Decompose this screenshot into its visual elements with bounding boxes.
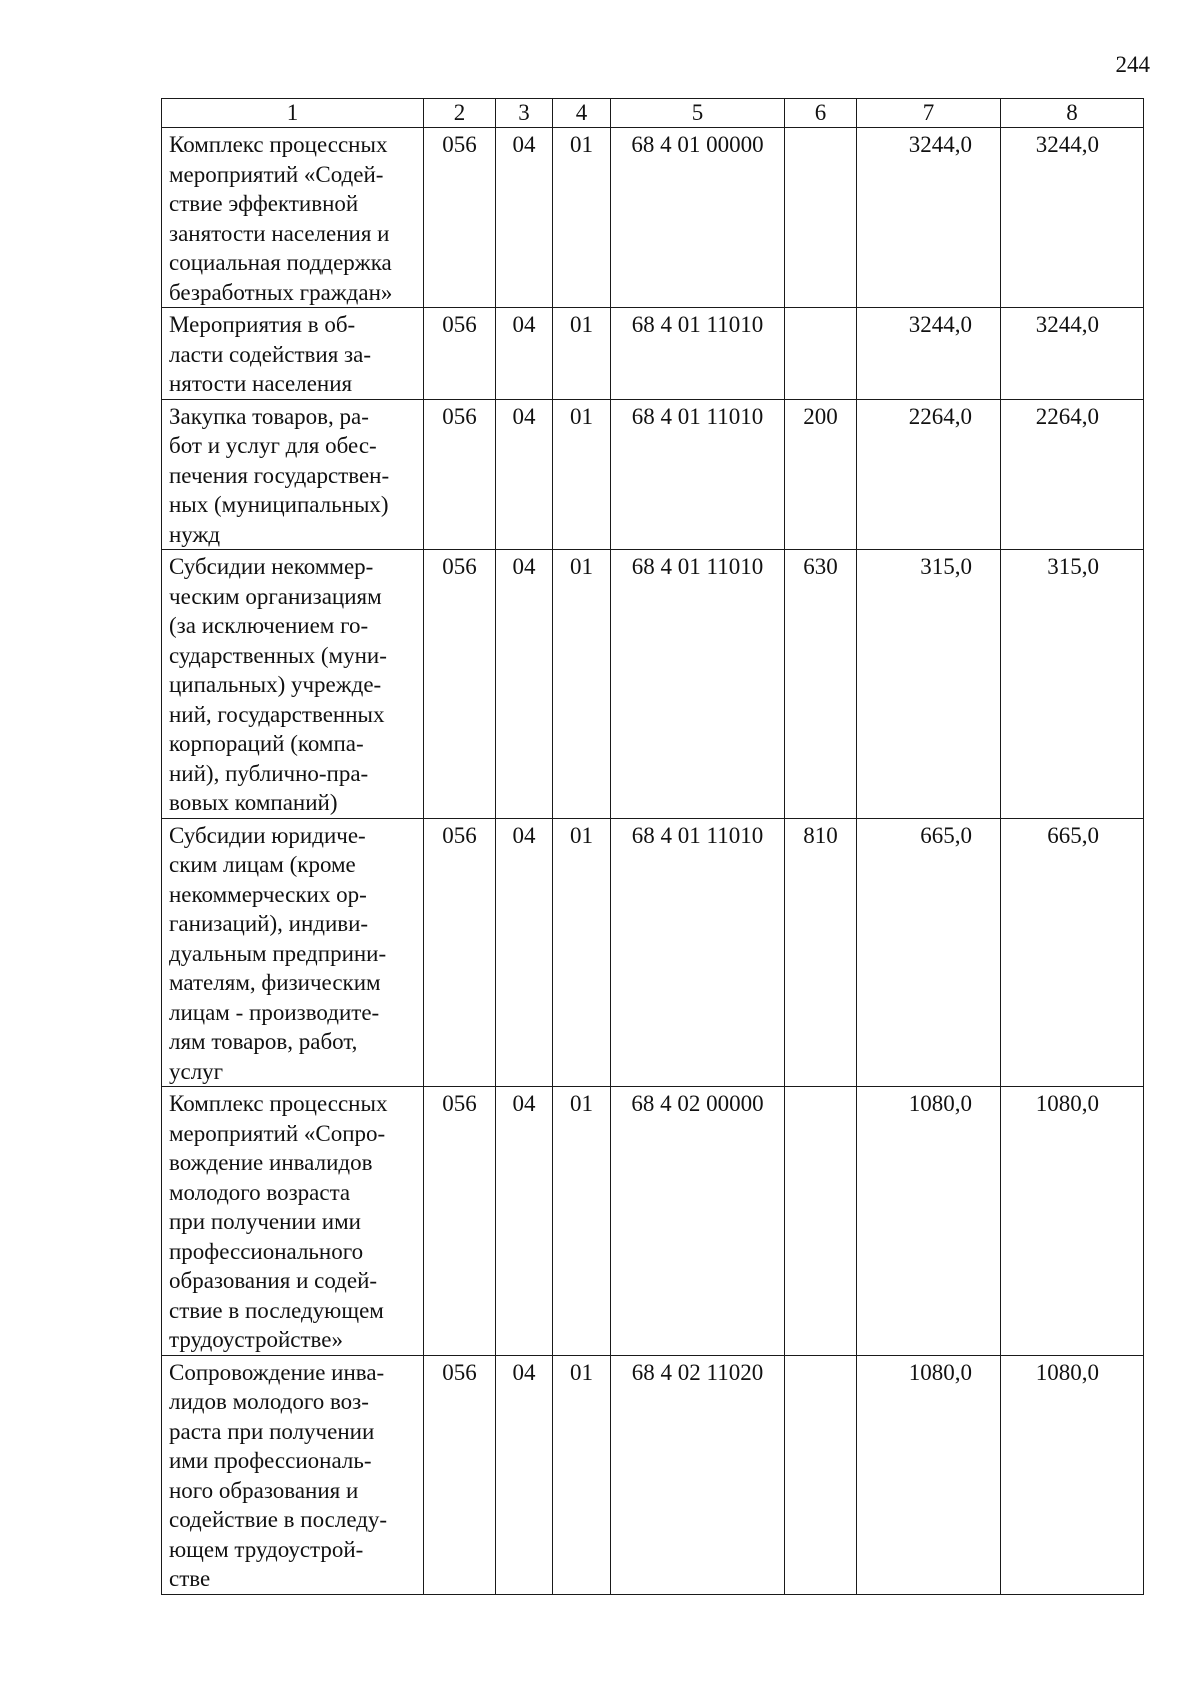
section-code-cell: 04: [496, 1087, 553, 1356]
row-name-line: ного образования и: [169, 1477, 359, 1503]
row-name-line: дуальным предприни-: [169, 940, 387, 966]
expense-type-cell: 810: [785, 818, 857, 1087]
row-name-line: лидов молодого воз-: [169, 1389, 369, 1414]
target-article-cell: 68 4 02 11020: [611, 1355, 785, 1594]
section-code-cell: 04: [496, 818, 553, 1087]
row-name-line: социальная поддержка: [169, 250, 392, 275]
table-row: [162, 128, 1144, 308]
row-name-line: безработных граждан»: [169, 279, 393, 305]
page-number: 244: [1115, 52, 1150, 77]
row-name-line: вождение инвалидов: [169, 1150, 373, 1175]
row-name-line: ласти содействия за-: [169, 341, 371, 367]
row-name-cell: [162, 818, 424, 1087]
row-name-line: ческим организациям: [169, 583, 382, 609]
row-name-line: Сопровождение инва-: [169, 1359, 385, 1385]
section-code-cell: 04: [496, 128, 553, 308]
row-name-line: ствие в последующем: [169, 1297, 384, 1323]
ministry-code-cell: 056: [424, 308, 496, 400]
subsection-code-cell: 01: [553, 1355, 611, 1594]
section-code-cell: 04: [496, 399, 553, 550]
row-name-line: профессионального: [169, 1238, 364, 1264]
expense-type-cell: 200: [785, 399, 857, 550]
amount-cell: 315,0: [857, 550, 1001, 819]
row-name-line: мероприятий «Сопро-: [169, 1120, 386, 1146]
table-row: [162, 1087, 1144, 1356]
subsection-code-cell: 01: [553, 818, 611, 1087]
table-body: [162, 128, 1144, 1595]
row-name-line: ским лицам (кроме: [169, 852, 356, 877]
row-name-line: при получении ими: [169, 1209, 361, 1234]
table-row: [162, 399, 1144, 550]
row-name-line: Субсидии некоммер-: [169, 554, 374, 579]
row-name-line: Закупка товаров, ра-: [169, 403, 369, 429]
row-name-cell: [162, 1087, 424, 1356]
expense-type-cell: [785, 128, 857, 308]
row-name-line: Комплекс процессных: [169, 1091, 388, 1116]
header-cell: 7: [857, 99, 1001, 128]
target-article-cell: 68 4 01 11010: [611, 818, 785, 1087]
row-name-line: образования и содей-: [169, 1268, 378, 1293]
ministry-code-cell: 056: [424, 399, 496, 550]
row-name-line: лицам - производите-: [169, 999, 380, 1025]
amount-cell: 3244,0: [857, 128, 1001, 308]
row-name-cell: [162, 1355, 424, 1594]
table-row: [162, 818, 1144, 1087]
row-name-line: ний), публично-пра-: [169, 760, 369, 786]
row-name-line: ствие эффективной: [169, 191, 359, 216]
row-name-line: лям товаров, работ,: [169, 1029, 358, 1054]
row-name-line: сударственных (муни-: [169, 642, 387, 668]
budget-table: [161, 98, 1144, 1595]
row-name-line: занятости населения и: [169, 220, 390, 246]
ministry-code-cell: 056: [424, 1087, 496, 1356]
section-code-cell: 04: [496, 308, 553, 400]
row-name-line: мателям, физическим: [169, 970, 381, 995]
row-name-line: ципальных) учрежде-: [169, 672, 382, 697]
expense-type-cell: [785, 1355, 857, 1594]
row-name-line: нужд: [169, 521, 221, 547]
subsection-code-cell: 01: [553, 550, 611, 819]
row-name-line: раста при получении: [169, 1418, 375, 1444]
header-cell: 1: [162, 99, 424, 128]
header-cell: 2: [424, 99, 496, 128]
row-name-line: ющем трудоустрой-: [169, 1536, 364, 1562]
row-name-line: нятости населения: [169, 371, 353, 396]
header-row: [162, 99, 1144, 128]
row-name-line: (за исключением го-: [169, 613, 369, 638]
row-name-line: ний, государственных: [169, 701, 385, 727]
row-name-line: ных (муниципальных): [169, 492, 389, 517]
header-cell: 8: [1001, 99, 1144, 128]
row-name-line: печения государствен-: [169, 462, 390, 488]
expense-type-cell: [785, 1087, 857, 1356]
subsection-code-cell: 01: [553, 308, 611, 400]
section-code-cell: 04: [496, 1355, 553, 1594]
row-name-line: мероприятий «Содей-: [169, 161, 384, 187]
row-name-line: содействие в последу-: [169, 1507, 388, 1532]
section-code-cell: 04: [496, 550, 553, 819]
row-name-line: молодого возраста: [169, 1179, 351, 1205]
row-name-line: корпораций (компа-: [169, 731, 364, 756]
amount-cell: 665,0: [857, 818, 1001, 1087]
amount-cell: 3244,0: [1001, 128, 1144, 308]
row-name-line: Комплекс процессных: [169, 132, 388, 157]
expense-type-cell: [785, 308, 857, 400]
amount-cell: 3244,0: [857, 308, 1001, 400]
row-name-line: стве: [169, 1566, 211, 1591]
row-name-line: вовых компаний): [169, 790, 338, 815]
amount-cell: 3244,0: [1001, 308, 1144, 400]
amount-cell: 315,0: [1001, 550, 1144, 819]
row-name-cell: [162, 550, 424, 819]
row-name-line: трудоустройстве»: [169, 1327, 343, 1352]
table-row: [162, 1355, 1144, 1594]
ministry-code-cell: 056: [424, 1355, 496, 1594]
target-article-cell: 68 4 01 00000: [611, 128, 785, 308]
row-name-line: бот и услуг для обес-: [169, 433, 377, 458]
row-name-line: Мероприятия в об-: [169, 312, 356, 337]
amount-cell: 665,0: [1001, 818, 1144, 1087]
target-article-cell: 68 4 01 11010: [611, 308, 785, 400]
subsection-code-cell: 01: [553, 399, 611, 550]
expense-type-cell: 630: [785, 550, 857, 819]
target-article-cell: 68 4 02 00000: [611, 1087, 785, 1356]
header-cell: 4: [553, 99, 611, 128]
header-cell: 6: [785, 99, 857, 128]
table-row: [162, 308, 1144, 400]
row-name-cell: [162, 399, 424, 550]
row-name-line: Субсидии юридиче-: [169, 822, 366, 848]
row-name-line: услуг: [169, 1058, 224, 1084]
target-article-cell: 68 4 01 11010: [611, 550, 785, 819]
row-name-line: ганизаций), индиви-: [169, 911, 369, 936]
amount-cell: 1080,0: [1001, 1355, 1144, 1594]
ministry-code-cell: 056: [424, 128, 496, 308]
amount-cell: 1080,0: [857, 1087, 1001, 1356]
header-cell: 5: [611, 99, 785, 128]
amount-cell: 1080,0: [1001, 1087, 1144, 1356]
table-row: [162, 550, 1144, 819]
amount-cell: 2264,0: [857, 399, 1001, 550]
ministry-code-cell: 056: [424, 818, 496, 1087]
subsection-code-cell: 01: [553, 128, 611, 308]
amount-cell: 2264,0: [1001, 399, 1144, 550]
row-name-cell: [162, 128, 424, 308]
subsection-code-cell: 01: [553, 1087, 611, 1356]
amount-cell: 1080,0: [857, 1355, 1001, 1594]
row-name-line: некоммерческих ор-: [169, 881, 367, 907]
row-name-cell: [162, 308, 424, 400]
row-name-line: ими профессиональ-: [169, 1448, 372, 1473]
ministry-code-cell: 056: [424, 550, 496, 819]
target-article-cell: 68 4 01 11010: [611, 399, 785, 550]
header-cell: 3: [496, 99, 553, 128]
